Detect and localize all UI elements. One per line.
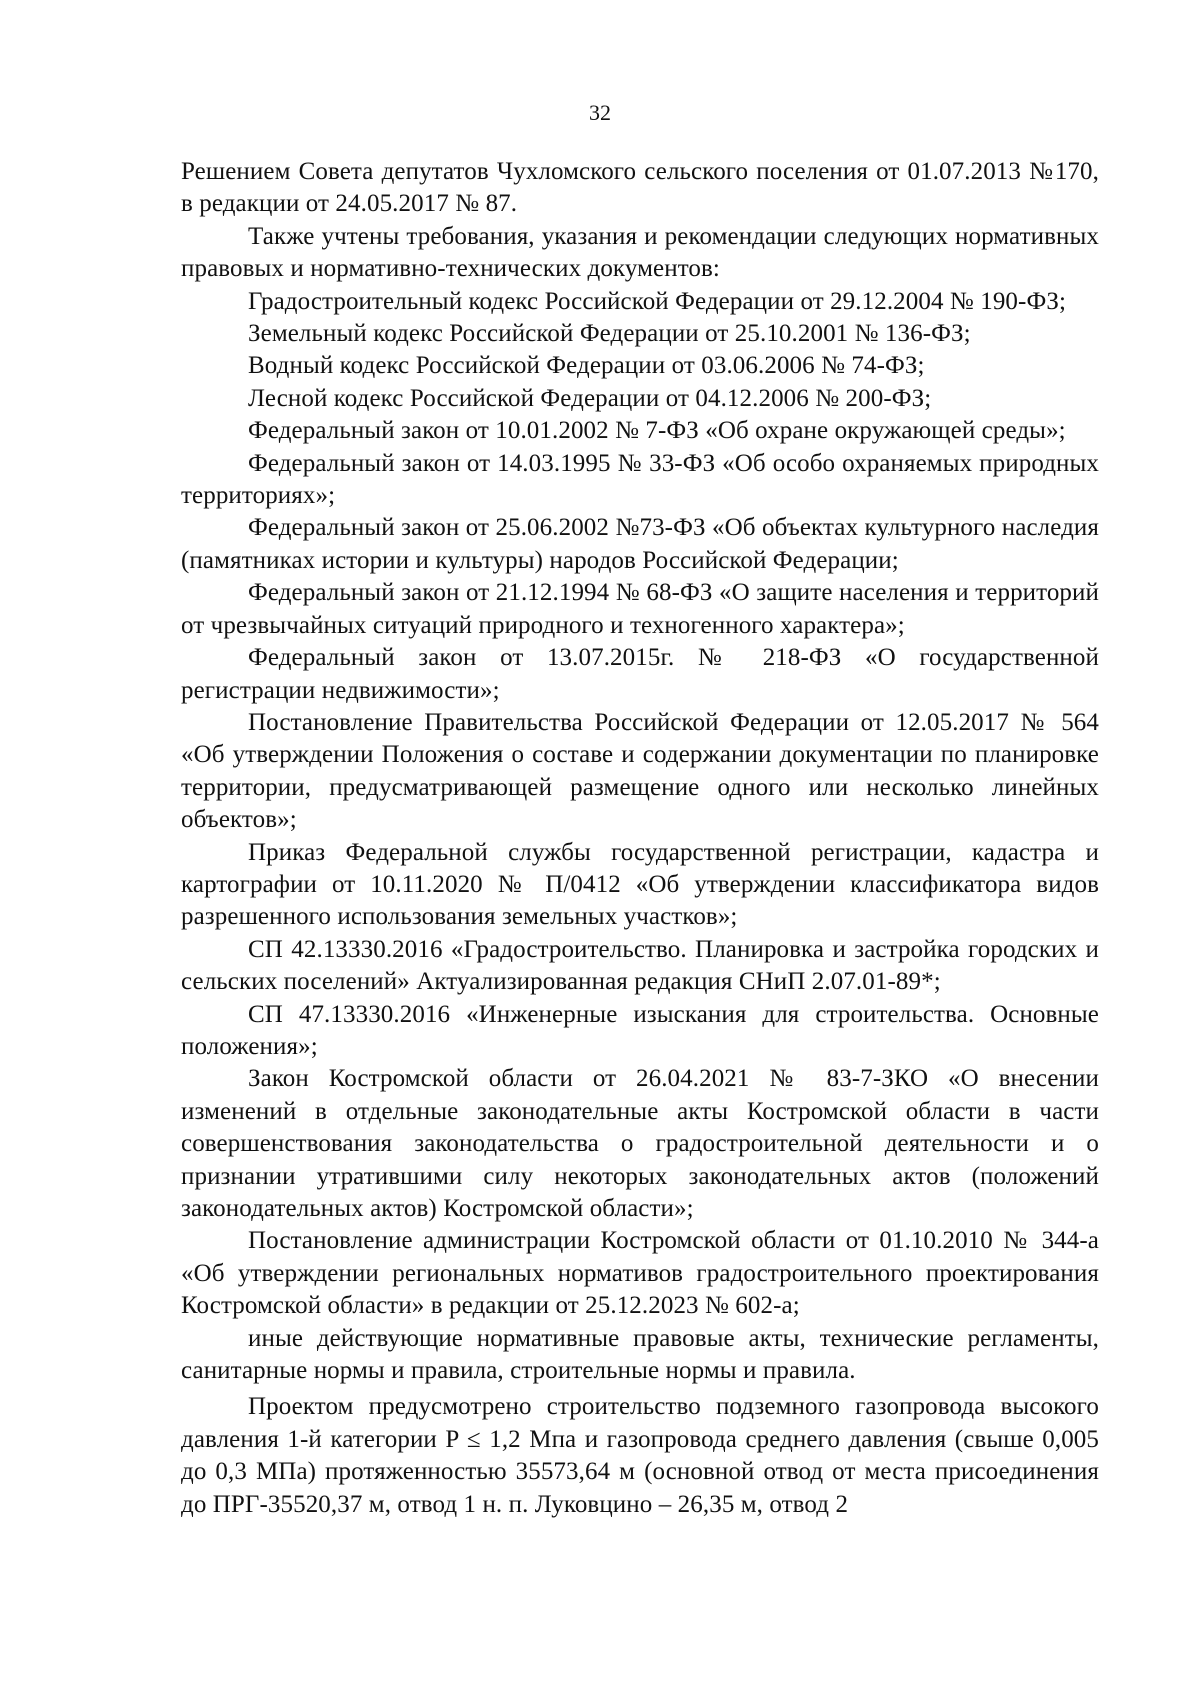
list-item: Водный кодекс Российской Федерации от 03.06.2006 № 74-ФЗ; — [248, 352, 925, 380]
list-item: Федеральный закон от 10.01.2002 № 7-ФЗ «Об охране окружающей среды»; — [248, 417, 1066, 445]
list-item: Постановление администрации Костромской области от 01.10.2010 № 344-а «Об утверждении региональных нормативов градостроительного проектирования Костромской области» в редакции от 25.12.2023 № 602-а; — [181, 1227, 1099, 1320]
list-item: Закон Костромской области от 26.04.2021 № 83-7-ЗКО «О внесении изменений в отдельные законодательные акты Костромской области в части совершенствования законодательства о градостроительной деятельности и о признании утратившими силу некоторых законодательных актов (положений законодательных актов) Костромской области»; — [181, 1065, 1099, 1222]
page-number: 32 — [589, 100, 611, 125]
list-item: Федеральный закон от 13.07.2015г. № 218-ФЗ «О государственной регистрации недвижимости»; — [181, 644, 1099, 704]
list-item: Федеральный закон от 21.12.1994 № 68-ФЗ «О защите населения и территорий от чрезвычайных ситуаций природного и техногенного характера»; — [181, 579, 1099, 639]
paragraph: Решением Совета депутатов Чухломского сельского поселения от 01.07.2013 №170, в редакции от 24.05.2017 № 87. — [181, 158, 1099, 218]
paragraph: Проектом предусмотрено строительство подземного газопровода высокого давления 1-й категории P ≤ 1,2 Мпа и газопровода среднего давления (свыше 0,005 до 0,3 МПа) протяженностью 35573,64 м (основной отвод от места присоединения до ПРГ-35520,37 м, отвод 1 н. п. Луковцино – 26,35 м, отвод 2 — [181, 1393, 1099, 1518]
list-item: Градостроительный кодекс Российской Федерации от 29.12.2004 № 190-ФЗ; — [248, 287, 1066, 315]
list-item: Приказ Федеральной службы государственной регистрации, кадастра и картографии от 10.11.2020 № П/0412 «Об утверждении классификатора видов разрешенного использования земельных участков»; — [181, 838, 1099, 931]
list-item: Федеральный закон от 14.03.1995 № 33-ФЗ «Об особо охраняемых природных территориях»; — [181, 449, 1099, 510]
list-item: СП 47.13330.2016 «Инженерные изыскания для строительства. Основные положения»; — [181, 1000, 1099, 1060]
list-item: Земельный кодекс Российской Федерации от 25.10.2001 № 136-ФЗ; — [248, 320, 971, 348]
list-item: Лесной кодекс Российской Федерации от 04.12.2006 № 200-ФЗ; — [248, 384, 932, 412]
document-body — [181, 156, 1099, 1521]
list-item: Федеральный закон от 25.06.2002 №73-ФЗ «Об объектах культурного наследия (памятниках истории и культуры) народов Российской Федерации; — [181, 514, 1099, 574]
list-item: СП 42.13330.2016 «Градостроительство. Планировка и застройка городских и сельских поселений» Актуализированная редакция СНиП 2.07.01-89*; — [181, 935, 1099, 996]
list-item: Постановление Правительства Российской Федерации от 12.05.2017 № 564 «Об утверждении Положения о составе и содержании документации по планировке территории, предусматривающей размещение одного или несколько линейных объектов»; — [181, 708, 1099, 834]
list-item: иные действующие нормативные правовые акты, технические регламенты, санитарные нормы и правила, строительные нормы и правила. — [181, 1324, 1099, 1385]
paragraph: Также учтены требования, указания и рекомендации следующих нормативных правовых и нормативно-технических документов: — [181, 222, 1099, 283]
